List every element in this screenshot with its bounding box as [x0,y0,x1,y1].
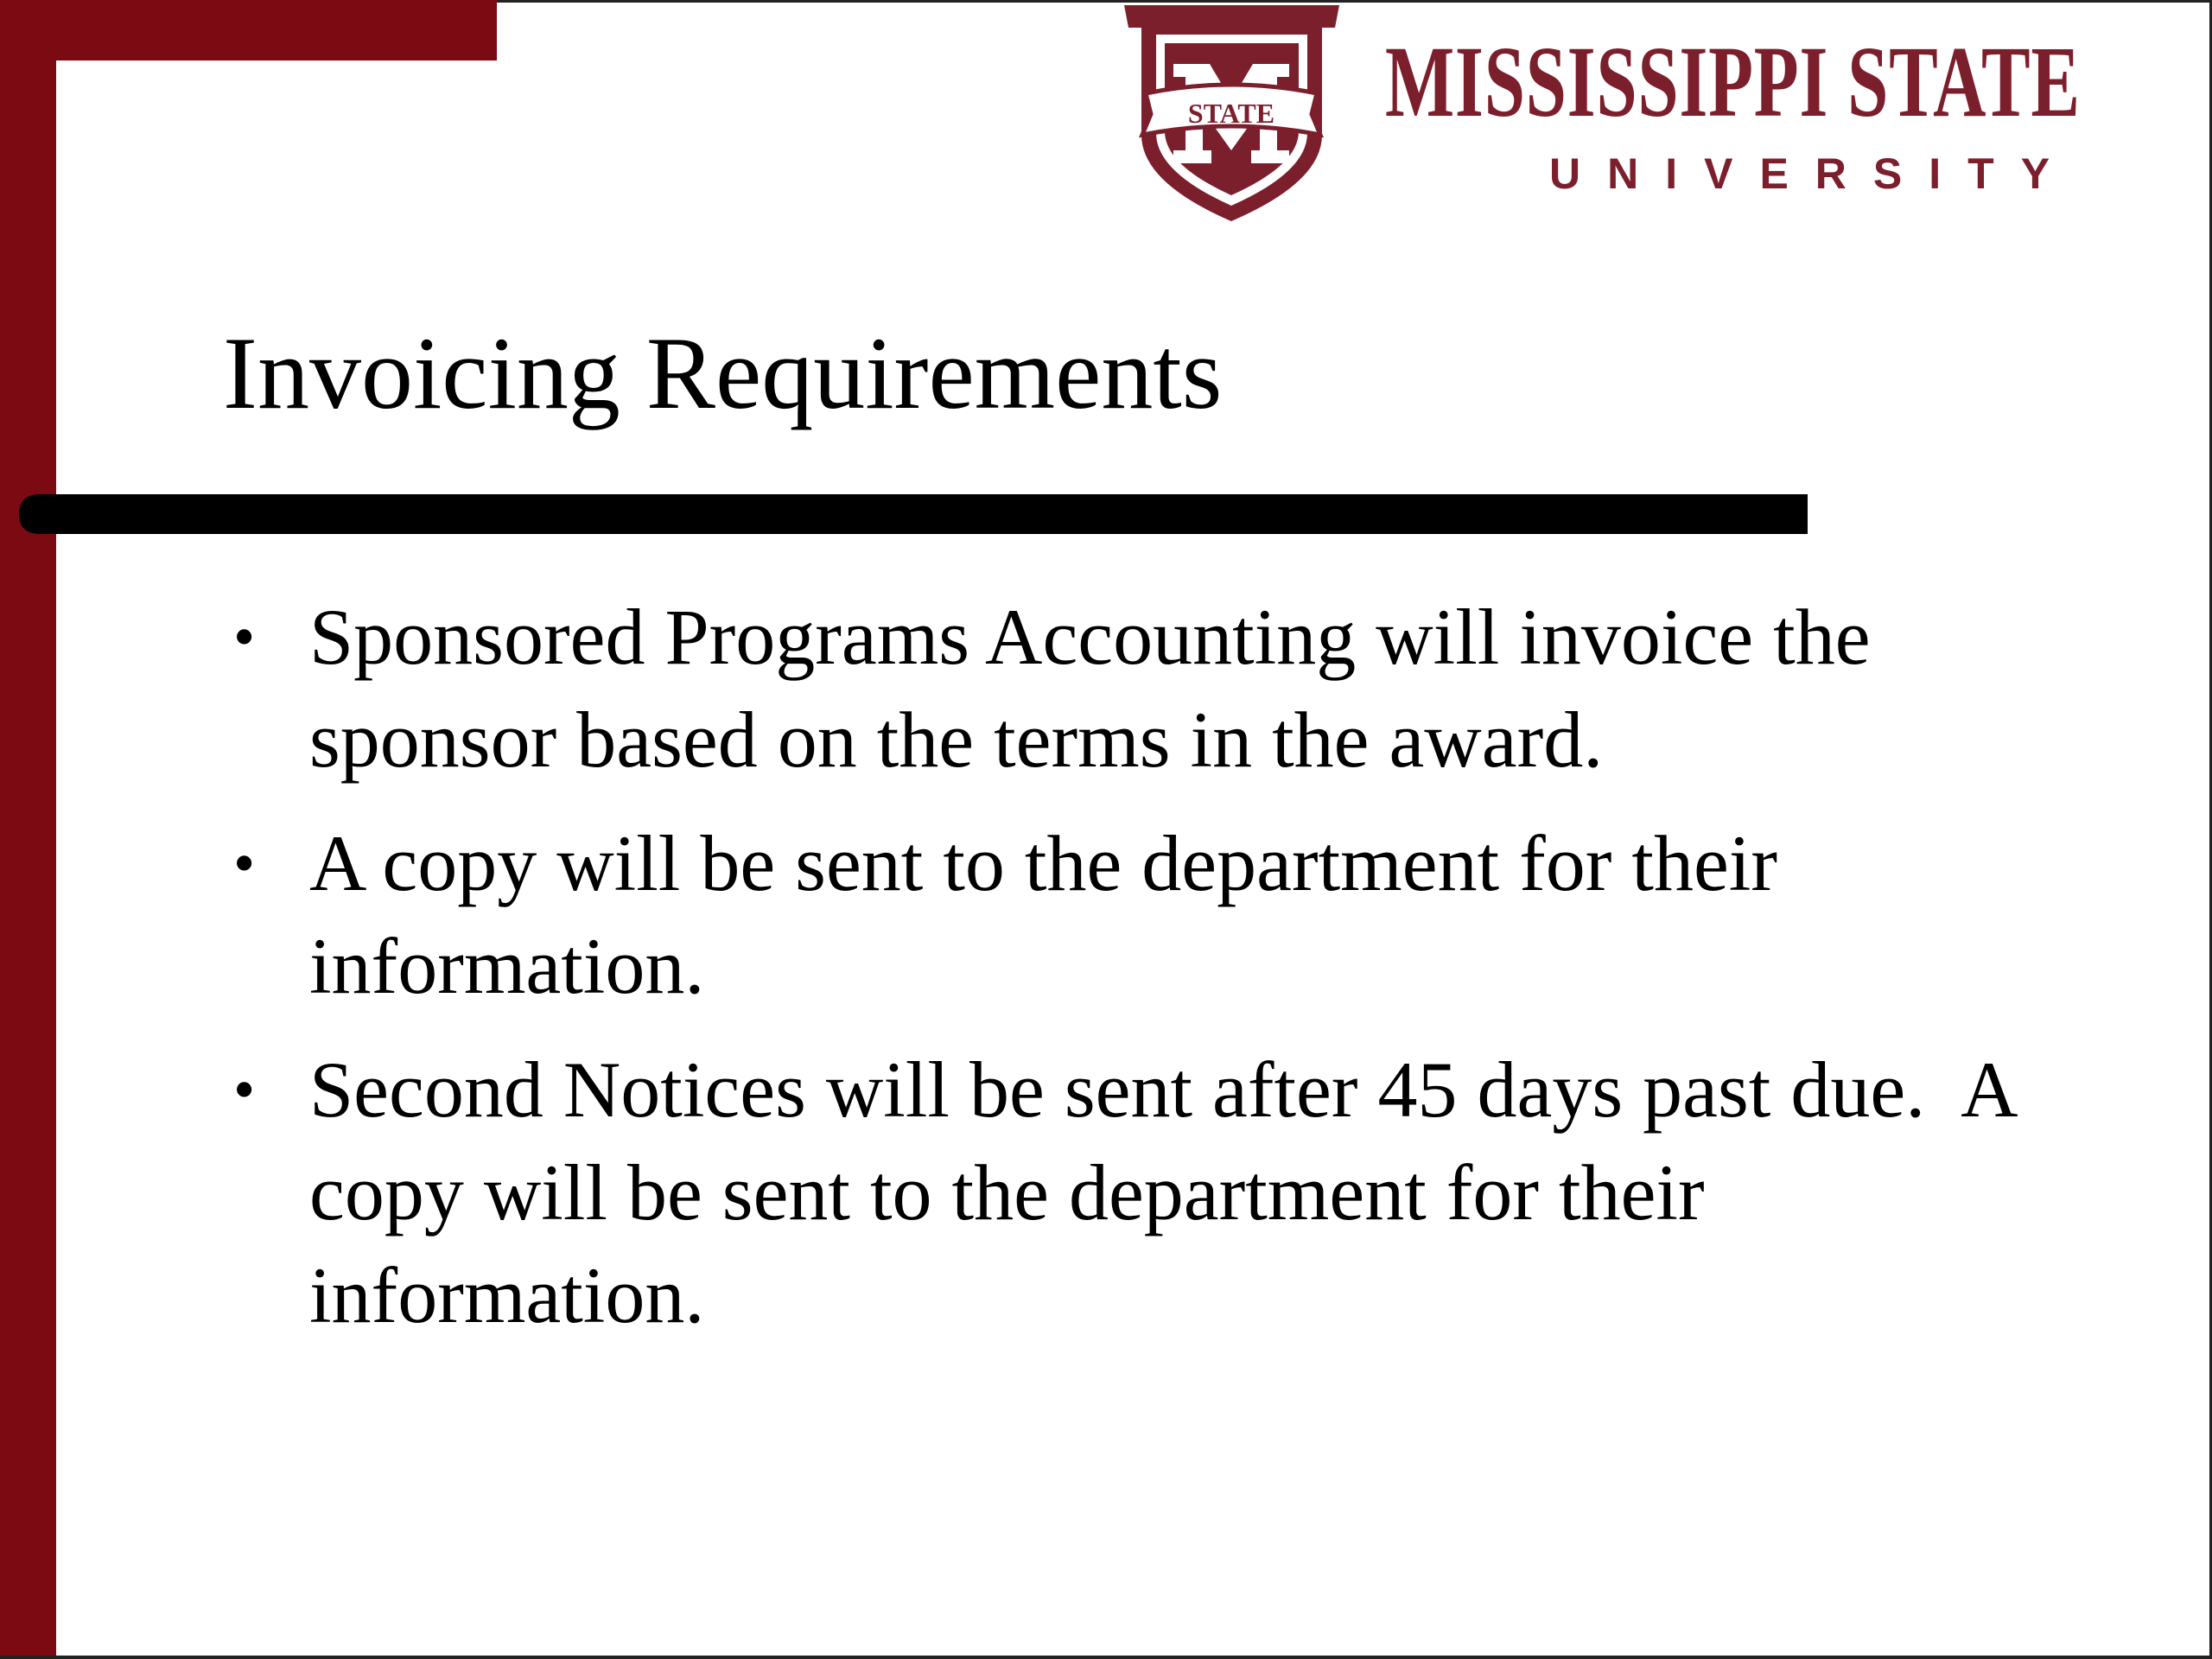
border-top [497,0,2212,3]
bullet-dot-icon: • [233,1055,256,1124]
shield-text: STATE [1187,98,1275,129]
frame-left-bar [0,0,56,1659]
border-bottom [0,1656,2212,1659]
bullet-text: Second Notices will be sent after 45 days past due. A copy will be sent to the department for their information. [309,1046,2034,1339]
university-logo [1122,5,2202,223]
bullet-text: Sponsored Programs Accounting will invoice the sponsor based on the terms in the award. [309,593,1871,784]
bullet-text: A copy will be sent to the department for their information. [309,819,1777,1010]
frame-corner [56,60,117,121]
title-divider [19,494,1808,534]
bullet-item [223,586,2046,791]
shield-icon [1122,5,1342,223]
frame-top-bar [0,0,497,60]
bullet-dot-icon: • [233,829,256,898]
bullet-item [223,1039,2046,1347]
bullet-dot-icon: • [233,602,256,671]
logo-subline: UNIVERSITY [1549,149,2077,198]
bullet-list [223,586,2046,1368]
logo-wordmark: MISSISSIPPI STATE [1385,25,2081,138]
slide-title: Invoicing Requirements [223,315,1223,430]
bullet-item [223,812,2046,1018]
